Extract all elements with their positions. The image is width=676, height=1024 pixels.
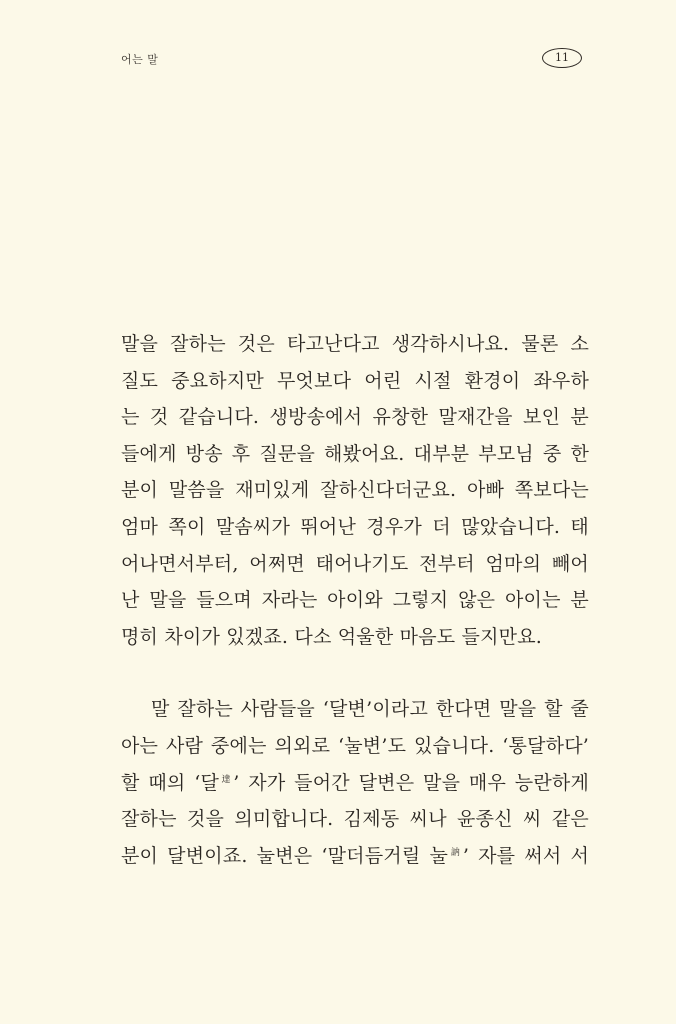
hanja-annotation: 達	[219, 774, 234, 785]
text-segment: ’ 자가 들어간 달변은 말을 매우 능란하게	[233, 771, 589, 794]
text-line: 질도 중요하지만 무엇보다 어린 시절 환경이 좌우하	[121, 369, 589, 392]
paragraph-1	[121, 326, 589, 655]
text-line: 아는 사람 중에는 의외로 ‘눌변’도 있습니다. ‘통달하다’	[121, 734, 589, 757]
text-segment: ’ 자를 써서 서	[462, 844, 589, 867]
text-line-with-hanja	[121, 765, 589, 802]
paragraph-2	[121, 691, 589, 874]
text-line: 분이 말씀을 재미있게 잘하신다더군요. 아빠 쪽보다는	[121, 479, 589, 502]
text-line: 잘하는 것을 의미합니다. 김제동 씨나 윤종신 씨 같은	[121, 808, 589, 831]
text-line: 어나면서부터, 어쩌면 태어나기도 전부터 엄마의 빼어	[121, 552, 589, 575]
text-line: 명히 차이가 있겠죠. 다소 억울한 마음도 들지만요.	[121, 625, 542, 648]
text-line: 는 것 같습니다. 생방송에서 유창한 말재간을 보인 분	[121, 406, 589, 429]
text-segment: 할 때의 ‘달	[121, 771, 219, 794]
body-text	[121, 326, 589, 874]
text-line: 말 잘하는 사람들을 ‘달변’이라고 한다면 말을 할 줄	[151, 698, 589, 721]
text-line-with-hanja	[121, 838, 589, 875]
hanja-annotation: 訥	[448, 847, 463, 858]
page-number-badge: 11	[542, 48, 582, 68]
text-line: 엄마 쪽이 말솜씨가 뛰어난 경우가 더 많았습니다. 태	[121, 515, 589, 538]
running-head: 어는 말	[121, 53, 159, 66]
text-line: 들에게 방송 후 질문을 해봤어요. 대부분 부모님 중 한	[121, 442, 589, 465]
text-line: 말을 잘하는 것은 타고난다고 생각하시나요. 물론 소	[121, 333, 589, 355]
text-segment: 분이 달변이죠. 눌변은 ‘말더듬거릴 눌	[121, 844, 448, 867]
text-line: 난 말을 들으며 자라는 아이와 그렇지 않은 아이는 분	[121, 589, 589, 612]
